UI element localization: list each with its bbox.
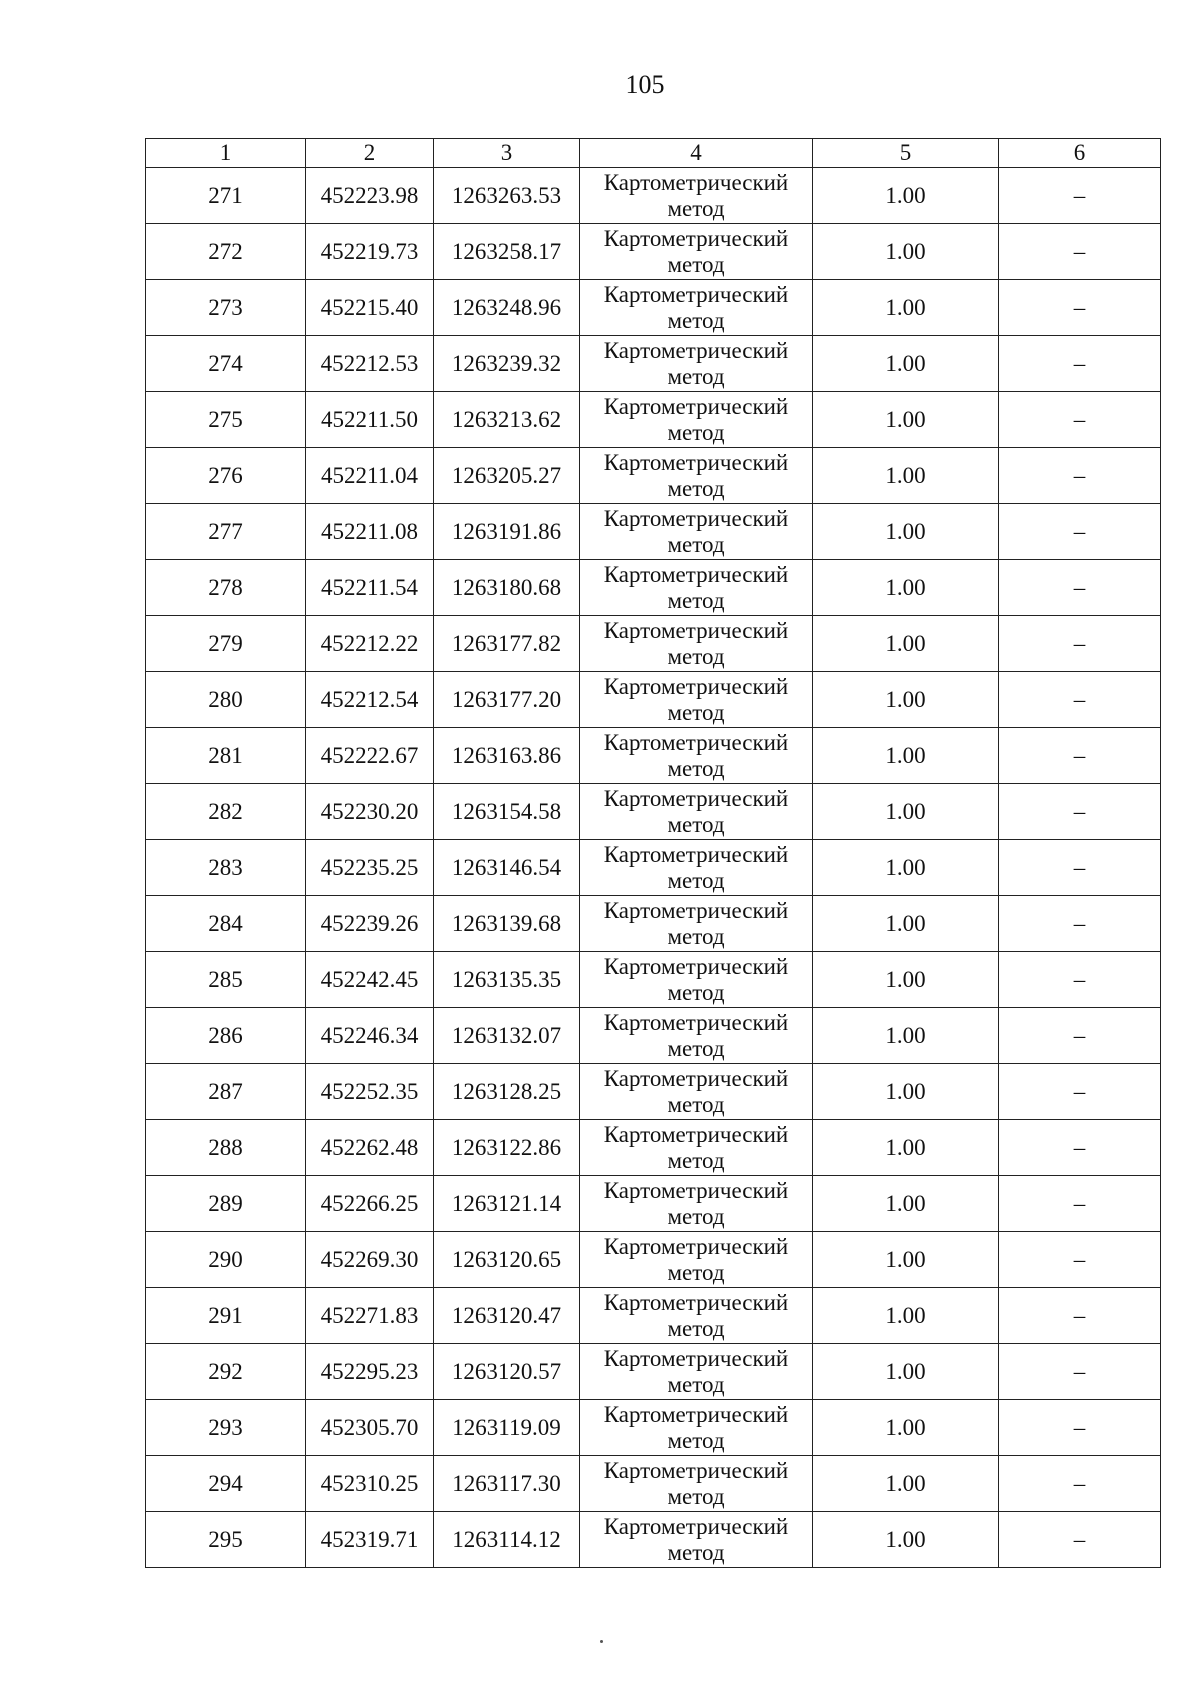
accuracy-cell: 1.00 <box>813 560 999 616</box>
y-coordinate-cell: 1263135.35 <box>434 952 580 1008</box>
method-line-2: метод <box>667 307 725 333</box>
method-line-2: метод <box>667 699 725 725</box>
table-row <box>146 728 1161 784</box>
method-line-1: Картометрический <box>603 953 789 979</box>
method-line-1: Картометрический <box>603 1177 789 1203</box>
accuracy-cell: 1.00 <box>813 1344 999 1400</box>
point-number-cell: 277 <box>146 504 306 560</box>
y-coordinate-cell: 1263120.57 <box>434 1344 580 1400</box>
note-cell: – <box>999 1400 1161 1456</box>
point-number-cell: 286 <box>146 1008 306 1064</box>
method-line-2: метод <box>667 1539 725 1565</box>
note-cell: – <box>999 224 1161 280</box>
y-coordinate-cell: 1263132.07 <box>434 1008 580 1064</box>
y-coordinate-cell: 1263120.47 <box>434 1288 580 1344</box>
table-header-row <box>146 139 1161 168</box>
accuracy-cell: 1.00 <box>813 896 999 952</box>
method-cell <box>580 896 813 952</box>
point-number-cell: 280 <box>146 672 306 728</box>
note-cell: – <box>999 1456 1161 1512</box>
method-cell <box>580 280 813 336</box>
method-line-1: Картометрический <box>603 841 789 867</box>
method-cell <box>580 448 813 504</box>
y-coordinate-cell: 1263119.09 <box>434 1400 580 1456</box>
y-coordinate-cell: 1263191.86 <box>434 504 580 560</box>
table-row <box>146 896 1161 952</box>
method-line-1: Картометрический <box>603 1345 789 1371</box>
y-coordinate-cell: 1263121.14 <box>434 1176 580 1232</box>
x-coordinate-cell: 452295.23 <box>306 1344 434 1400</box>
table-row <box>146 336 1161 392</box>
y-coordinate-cell: 1263263.53 <box>434 168 580 224</box>
note-cell: – <box>999 392 1161 448</box>
method-line-1: Картометрический <box>603 897 789 923</box>
method-cell <box>580 1344 813 1400</box>
header-col-5: 5 <box>813 139 999 168</box>
x-coordinate-cell: 452223.98 <box>306 168 434 224</box>
accuracy-cell: 1.00 <box>813 1456 999 1512</box>
table-row <box>146 504 1161 560</box>
method-line-2: метод <box>667 363 725 389</box>
x-coordinate-cell: 452271.83 <box>306 1288 434 1344</box>
method-line-1: Картометрический <box>603 785 789 811</box>
accuracy-cell: 1.00 <box>813 1008 999 1064</box>
point-number-cell: 285 <box>146 952 306 1008</box>
method-cell <box>580 1120 813 1176</box>
note-cell: – <box>999 1512 1161 1568</box>
method-cell <box>580 784 813 840</box>
coordinates-table <box>145 138 1161 1568</box>
accuracy-cell: 1.00 <box>813 168 999 224</box>
table-row <box>146 1120 1161 1176</box>
note-cell: – <box>999 504 1161 560</box>
method-line-2: метод <box>667 1371 725 1397</box>
method-cell <box>580 504 813 560</box>
x-coordinate-cell: 452211.50 <box>306 392 434 448</box>
method-cell <box>580 336 813 392</box>
y-coordinate-cell: 1263177.82 <box>434 616 580 672</box>
method-line-1: Картометрический <box>603 673 789 699</box>
method-line-2: метод <box>667 587 725 613</box>
accuracy-cell: 1.00 <box>813 1120 999 1176</box>
x-coordinate-cell: 452246.34 <box>306 1008 434 1064</box>
y-coordinate-cell: 1263146.54 <box>434 840 580 896</box>
method-cell <box>580 672 813 728</box>
y-coordinate-cell: 1263154.58 <box>434 784 580 840</box>
method-cell <box>580 1400 813 1456</box>
note-cell: – <box>999 896 1161 952</box>
method-line-2: метод <box>667 195 725 221</box>
method-cell <box>580 224 813 280</box>
table-row <box>146 784 1161 840</box>
method-line-2: метод <box>667 1203 725 1229</box>
method-cell <box>580 1176 813 1232</box>
point-number-cell: 279 <box>146 616 306 672</box>
method-line-1: Картометрический <box>603 617 789 643</box>
x-coordinate-cell: 452215.40 <box>306 280 434 336</box>
accuracy-cell: 1.00 <box>813 1512 999 1568</box>
accuracy-cell: 1.00 <box>813 1232 999 1288</box>
method-cell <box>580 1008 813 1064</box>
method-cell <box>580 1232 813 1288</box>
accuracy-cell: 1.00 <box>813 840 999 896</box>
method-cell <box>580 840 813 896</box>
method-line-1: Картометрический <box>603 337 789 363</box>
method-cell <box>580 728 813 784</box>
table-row <box>146 952 1161 1008</box>
header-col-2: 2 <box>306 139 434 168</box>
table-row <box>146 560 1161 616</box>
point-number-cell: 291 <box>146 1288 306 1344</box>
accuracy-cell: 1.00 <box>813 448 999 504</box>
method-cell <box>580 616 813 672</box>
point-number-cell: 284 <box>146 896 306 952</box>
method-line-2: метод <box>667 1147 725 1173</box>
y-coordinate-cell: 1263139.68 <box>434 896 580 952</box>
point-number-cell: 278 <box>146 560 306 616</box>
method-cell <box>580 1288 813 1344</box>
method-line-2: метод <box>667 475 725 501</box>
accuracy-cell: 1.00 <box>813 952 999 1008</box>
x-coordinate-cell: 452252.35 <box>306 1064 434 1120</box>
note-cell: – <box>999 448 1161 504</box>
table-row <box>146 616 1161 672</box>
accuracy-cell: 1.00 <box>813 1288 999 1344</box>
x-coordinate-cell: 452212.54 <box>306 672 434 728</box>
note-cell: – <box>999 616 1161 672</box>
x-coordinate-cell: 452235.25 <box>306 840 434 896</box>
method-line-1: Картометрический <box>603 169 789 195</box>
table-row <box>146 840 1161 896</box>
x-coordinate-cell: 452319.71 <box>306 1512 434 1568</box>
note-cell: – <box>999 280 1161 336</box>
x-coordinate-cell: 452219.73 <box>306 224 434 280</box>
y-coordinate-cell: 1263117.30 <box>434 1456 580 1512</box>
method-line-1: Картометрический <box>603 281 789 307</box>
point-number-cell: 275 <box>146 392 306 448</box>
y-coordinate-cell: 1263163.86 <box>434 728 580 784</box>
table-row <box>146 168 1161 224</box>
method-line-1: Картометрический <box>603 1009 789 1035</box>
x-coordinate-cell: 452239.26 <box>306 896 434 952</box>
method-line-2: метод <box>667 1259 725 1285</box>
point-number-cell: 289 <box>146 1176 306 1232</box>
x-coordinate-cell: 452262.48 <box>306 1120 434 1176</box>
x-coordinate-cell: 452230.20 <box>306 784 434 840</box>
point-number-cell: 281 <box>146 728 306 784</box>
note-cell: – <box>999 168 1161 224</box>
x-coordinate-cell: 452310.25 <box>306 1456 434 1512</box>
point-number-cell: 276 <box>146 448 306 504</box>
accuracy-cell: 1.00 <box>813 672 999 728</box>
x-coordinate-cell: 452212.22 <box>306 616 434 672</box>
accuracy-cell: 1.00 <box>813 1400 999 1456</box>
table-row <box>146 1344 1161 1400</box>
method-line-2: метод <box>667 643 725 669</box>
note-cell: – <box>999 1120 1161 1176</box>
method-line-2: метод <box>667 419 725 445</box>
method-line-1: Картометрический <box>603 393 789 419</box>
table-row <box>146 1456 1161 1512</box>
table-row <box>146 1288 1161 1344</box>
x-coordinate-cell: 452242.45 <box>306 952 434 1008</box>
point-number-cell: 271 <box>146 168 306 224</box>
accuracy-cell: 1.00 <box>813 392 999 448</box>
method-line-2: метод <box>667 979 725 1005</box>
point-number-cell: 287 <box>146 1064 306 1120</box>
y-coordinate-cell: 1263213.62 <box>434 392 580 448</box>
table-row <box>146 672 1161 728</box>
scan-speck <box>600 1640 603 1643</box>
point-number-cell: 293 <box>146 1400 306 1456</box>
table-row <box>146 1400 1161 1456</box>
method-line-1: Картометрический <box>603 1233 789 1259</box>
method-line-2: метод <box>667 531 725 557</box>
table-row <box>146 1176 1161 1232</box>
accuracy-cell: 1.00 <box>813 336 999 392</box>
x-coordinate-cell: 452211.08 <box>306 504 434 560</box>
x-coordinate-cell: 452211.04 <box>306 448 434 504</box>
y-coordinate-cell: 1263239.32 <box>434 336 580 392</box>
method-line-2: метод <box>667 811 725 837</box>
table-row <box>146 392 1161 448</box>
method-line-1: Картометрический <box>603 1065 789 1091</box>
x-coordinate-cell: 452211.54 <box>306 560 434 616</box>
page-number: 105 <box>625 70 665 99</box>
table-row <box>146 1232 1161 1288</box>
note-cell: – <box>999 336 1161 392</box>
note-cell: – <box>999 1176 1161 1232</box>
table-row <box>146 1008 1161 1064</box>
method-line-2: метод <box>667 1483 725 1509</box>
method-line-1: Картометрический <box>603 1513 789 1539</box>
note-cell: – <box>999 784 1161 840</box>
x-coordinate-cell: 452222.67 <box>306 728 434 784</box>
method-line-2: метод <box>667 1315 725 1341</box>
table-row <box>146 280 1161 336</box>
method-cell <box>580 1456 813 1512</box>
method-cell <box>580 168 813 224</box>
method-line-2: метод <box>667 1035 725 1061</box>
header-col-3: 3 <box>434 139 580 168</box>
point-number-cell: 290 <box>146 1232 306 1288</box>
point-number-cell: 273 <box>146 280 306 336</box>
table-body <box>146 168 1161 1568</box>
method-line-1: Картометрический <box>603 1401 789 1427</box>
point-number-cell: 288 <box>146 1120 306 1176</box>
note-cell: – <box>999 1064 1161 1120</box>
point-number-cell: 294 <box>146 1456 306 1512</box>
note-cell: – <box>999 560 1161 616</box>
header-col-6: 6 <box>999 139 1161 168</box>
y-coordinate-cell: 1263120.65 <box>434 1232 580 1288</box>
method-cell <box>580 560 813 616</box>
note-cell: – <box>999 840 1161 896</box>
accuracy-cell: 1.00 <box>813 1064 999 1120</box>
note-cell: – <box>999 1232 1161 1288</box>
method-line-1: Картометрический <box>603 449 789 475</box>
method-line-1: Картометрический <box>603 1457 789 1483</box>
method-line-2: метод <box>667 755 725 781</box>
method-line-2: метод <box>667 867 725 893</box>
y-coordinate-cell: 1263177.20 <box>434 672 580 728</box>
note-cell: – <box>999 728 1161 784</box>
y-coordinate-cell: 1263180.68 <box>434 560 580 616</box>
method-line-2: метод <box>667 1091 725 1117</box>
point-number-cell: 292 <box>146 1344 306 1400</box>
note-cell: – <box>999 952 1161 1008</box>
method-line-1: Картометрический <box>603 561 789 587</box>
point-number-cell: 274 <box>146 336 306 392</box>
table-row <box>146 224 1161 280</box>
accuracy-cell: 1.00 <box>813 728 999 784</box>
method-line-2: метод <box>667 251 725 277</box>
accuracy-cell: 1.00 <box>813 616 999 672</box>
y-coordinate-cell: 1263128.25 <box>434 1064 580 1120</box>
method-cell <box>580 392 813 448</box>
point-number-cell: 283 <box>146 840 306 896</box>
method-line-1: Картометрический <box>603 1289 789 1315</box>
header-col-4: 4 <box>580 139 813 168</box>
method-line-1: Картометрический <box>603 729 789 755</box>
accuracy-cell: 1.00 <box>813 224 999 280</box>
method-cell <box>580 952 813 1008</box>
x-coordinate-cell: 452305.70 <box>306 1400 434 1456</box>
note-cell: – <box>999 1344 1161 1400</box>
point-number-cell: 295 <box>146 1512 306 1568</box>
y-coordinate-cell: 1263114.12 <box>434 1512 580 1568</box>
table-row <box>146 448 1161 504</box>
note-cell: – <box>999 1008 1161 1064</box>
method-cell <box>580 1064 813 1120</box>
method-line-1: Картометрический <box>603 1121 789 1147</box>
accuracy-cell: 1.00 <box>813 1176 999 1232</box>
accuracy-cell: 1.00 <box>813 784 999 840</box>
method-line-2: метод <box>667 1427 725 1453</box>
method-line-2: метод <box>667 923 725 949</box>
accuracy-cell: 1.00 <box>813 280 999 336</box>
y-coordinate-cell: 1263122.86 <box>434 1120 580 1176</box>
y-coordinate-cell: 1263248.96 <box>434 280 580 336</box>
method-cell <box>580 1512 813 1568</box>
table-row <box>146 1064 1161 1120</box>
x-coordinate-cell: 452266.25 <box>306 1176 434 1232</box>
note-cell: – <box>999 672 1161 728</box>
x-coordinate-cell: 452269.30 <box>306 1232 434 1288</box>
table-row <box>146 1512 1161 1568</box>
accuracy-cell: 1.00 <box>813 504 999 560</box>
y-coordinate-cell: 1263258.17 <box>434 224 580 280</box>
point-number-cell: 282 <box>146 784 306 840</box>
method-line-1: Картометрический <box>603 225 789 251</box>
header-col-1: 1 <box>146 139 306 168</box>
y-coordinate-cell: 1263205.27 <box>434 448 580 504</box>
note-cell: – <box>999 1288 1161 1344</box>
method-line-1: Картометрический <box>603 505 789 531</box>
point-number-cell: 272 <box>146 224 306 280</box>
x-coordinate-cell: 452212.53 <box>306 336 434 392</box>
